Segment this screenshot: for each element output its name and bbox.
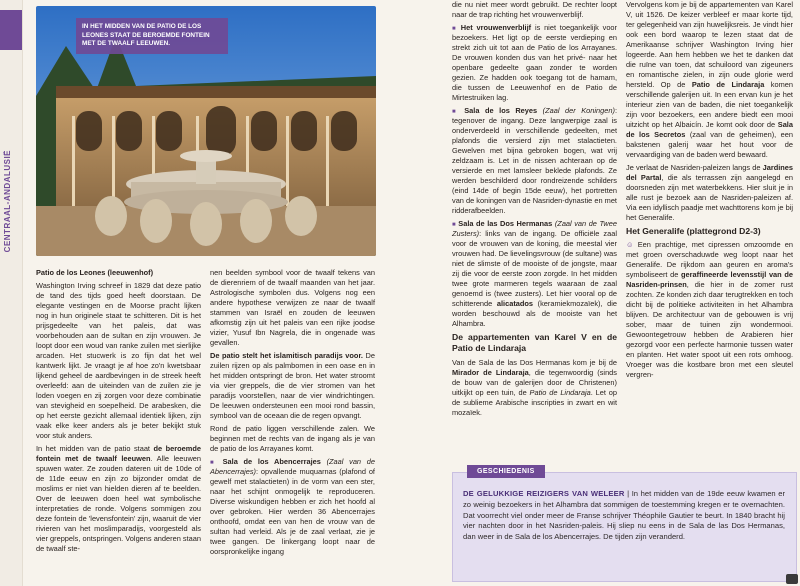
paragraph: Rond de patio liggen verschillende zalen. We beginnen met de rechts van de ingang als je van de patio de los Arrayanes komt. bbox=[210, 423, 375, 453]
column-2 bbox=[210, 268, 375, 560]
history-tag: GESCHIEDENIS bbox=[467, 465, 545, 478]
column-1 bbox=[36, 268, 201, 557]
bullet-abencerrajes: ■ Sala de los Abencerrajes (Zaal van de Abencerrajes): opvallende muquarnas (plafond of gewelf met stalactieten) in de vorm van een ster, naar het schijnt onmogelijk te reproduceren. Diverse wiskundigen hebben er zich het hoofd al over gebroken. Hier werden 36 Abencerrajes onthoofd, omdat een van hen de vrouw van de sultan had verleid. Als je de zaal verlaat, zie je twee gangen. De linkergang loopt naar de oorspronkelijke ingang bbox=[210, 457, 375, 557]
side-tab-marker bbox=[0, 10, 22, 50]
heading-patio-leones: Patio de los Leones (leeuwenhof) bbox=[36, 268, 154, 277]
heading-generalife: Het Generalife (plattegrond D2-3) bbox=[626, 225, 761, 236]
page-corner-icon bbox=[786, 574, 798, 584]
column-3 bbox=[452, 0, 617, 421]
paragraph: ☺ Een prachtige, met cipressen omzoomde en met groen overschaduwde weg loopt naar het Generalife. De rijkdom aan geuren en aroma's symboliseert de geraffineerde levensstijl van de Nasriden-prinsen, die hier in de zomer rust zochten. Ze konden zich daar terugtrekken en toch dicht bij de politieke activiteiten in het Alhambra blijven. De architectuur van de gebouwen is vrij sober, maar de tuinen zijn wondermooi. Gewoontegetrouw hebben de Arabieren hier gezorgd voor een perfecte harmonie tussen water en planten. Het water spoot uit een rots omhoog. Vroeger was die kostbare bron met een sleutel vergren- bbox=[626, 240, 793, 380]
history-box bbox=[452, 468, 797, 582]
paragraph: Vervolgens kom je bij de appartementen van Karel V, uit 1526. De keizer verbleef er maar korte tijd, ter gelegenheid van zijn huwelijksreis. Je vindt hier ook een bord waarop te lezen staat dat de Amerikaanse schrijver Washington Irving hier logeerde. Aan hem hebben we het te danken dat die ruïne van toen, dat schuiloord van zigeuners en romantische zielen, in zijn oude glorie werd hersteld. Op de Patio de Lindaraja komen verschillende galerijen uit. In een ervan kun je het interieur zien van de baden, die niet toegankelijk zijn voor bezoekers, een andere biedt een mooi uitzicht op het Albaicín. Je komt ook door de Sala de los Secretos (zaal van de geheimen), een bakstenen galerij waar het hout voor de vervaardiging van de baden werd bewaard. bbox=[626, 0, 793, 159]
history-text: DE GELUKKIGE REIZIGERS VAN WELEER | In het midden van de 19de eeuw kwamen er zo weinig bezoekers in het Alhambra dat sommigen de toestemming kregen er te overnachten. Dat voorrecht viel onder meer de Franse schrijver Théophile Gautier te beurt. In 1840 bracht hij vier nachten door in het Nasriden-paleis. Hij sliep nu eens in de Sala de las Dos Hermanas, dan weer in de Sala de los Abencerrajes. De tijden zijn veranderd. bbox=[463, 489, 785, 542]
paragraph: Washington Irving schreef in 1829 dat deze patio de tand des tijds goed heeft doorstaan. De elegante vestingen en de Moorse pracht lijken nog in hun originele staat te schitteren. Dit is het prijsgedeelte van het paleis, dat was voorbehouden aan de sultan en zijn vrouwen. Je loopt door een woud van ranke zuilen met sierlijke arcaden. Het stucwerk is zo fijn dat het wel kantwerk lijkt. Je vraagt je af hoe zo'n kwetsbaar lijkend geheel de aardbevingen in de streek heeft overleefd: aan de uiteinden van de zuilen zie je loden voegen en zij zorgen voor deze combinatie van stevigheid en soepelheid. De arabesken, die op het eerste gezicht allemaal identiek lijken, zijn vaak elke keer anders als je beter bekijkt stuk voor stuk anders. bbox=[36, 280, 201, 440]
paragraph: In het midden van de patio staat de beroemde fontein met de twaalf leeuwen. Alle leeuwen spuwen water. Ze zouden dateren uit de 10de of de 11de eeuw en zijn zo bijzonder omdat de moslims er niet van hielden dieren af te beelden. Over de leeuwen doen heel wat symbolische interpretaties de ronde. Volgens sommigen zou deze fontein de 'levensfontein' zijn, waaruit de vier rivieren van het moslimparadijs, voorgesteld als vier greppels, ontspringen. Volgens anderen staan de twaalf ste- bbox=[36, 443, 201, 553]
column-4 bbox=[626, 0, 793, 383]
heading-karel-v: De appartementen van Karel V en de Patio de Lindaraja bbox=[452, 331, 617, 354]
paragraph: De patio stelt het islamitisch paradijs voor. De zuilen rijzen op als palmbomen in een oase en in het midden ontspringt de bron. Het water stroomt via vier greppels, die de vier stromen van het paradijs voorstellen, naar de vier windrichtingen. De leeuwen ondersteunen een mooi rond bassin, symbool van de oceaan die de regen opvangt. bbox=[210, 350, 375, 420]
courtyard-photo bbox=[36, 6, 376, 256]
paragraph: Je verlaat de Nasriden-paleizen langs de Jardines del Partal, die als terrassen zijn aangelegd en doorsneden zijn met waterbekkens. Hier sluit je in alle rust je bezoek aan de Nasriden-paleizen af. Via een idyllisch paadje met wachttorens kom je bij het Generalife. bbox=[626, 162, 794, 222]
side-tab bbox=[0, 0, 23, 586]
paragraph: nen beelden symbool voor de twaalf tekens van de dierenriem of de twaalf maanden van het jaar. Astrologische symbolen dus. Volgens nog een andere hypothese verwijzen ze naar de twaalf stammen van Israël en zouden de leeuwen afkomstig zijn uit het paleis van een rijke joodse vizier, Yusuf Ibn Nagrela, die in ongenade was gevallen. bbox=[210, 268, 375, 347]
paragraph: Van de Sala de las Dos Hermanas kom je bij de Mirador de Lindaraja, die tegenwoordig (sinds de bouw van de galerijen door de Christenen) uitkijkt op een tuin, de Patio de Lindaraja. Let op de sublieme Arabische inscripties in zwart en wit mozaïek. bbox=[452, 358, 617, 417]
paragraph: die nu niet meer wordt gebruikt. De rechter loopt naar de trap richting het vrouwenverblijf. bbox=[452, 0, 617, 19]
bullet-vrouwenverblijf: ■ Het vrouwenverblijf is niet toegankelijk voor bezoekers. Het ligt op de eerste verdieping en strekt zich uit tot aan de Patio de los Arrayanes. De vrouwen konden dus van het privé- naar het openbare gedeelte gaan zonder te worden gezien. Ze hadden ook toegang tot de hamam, die tussen de Leeuwenhof en de Patio de Mirtestruiken lag. bbox=[452, 23, 617, 103]
bullet-sala-reyes: ■ Sala de los Reyes (Zaal der Koningen): tegenover de ingang. Deze langwerpige zaal is onderverdeeld in verschillende gedeelten, met plafonds die versierd zijn met stalactieten. Gewelven met bijna gebroken bogen, wat vrij zeldzaam is. Let in de nissen achteraan op de versierde en met lamsleer beklede plafonds. Ze werden beschilderd door rondreizende schilders (eind 14de of begin 15de eeuw), het portretten van de koningen van de Nasriden-dynastie en met ridderafbeelden. bbox=[452, 106, 617, 216]
side-tab-label: CENTRAAL-ANDALUSIË bbox=[3, 150, 12, 253]
bullet-dos-hermanas: ■ Sala de las Dos Hermanas (Zaal van de Twee Zusters): links van de ingang. De officiële zaal voor de vrouwen van de koning, die meestal vier vrouwen had. De lievelingsvrouw (de sultane) was niet de slimste of de mooiste of de jongste, maar zij die voor de eerste zoon zorgde. In het midden twee grote marmeren tegels waaraan de zaal genoemd is (twee zusters). Let hier vooral op de schitterende alicatados (keramiekmozaïek), die worden beschouwd als de mooiste van het Alhambra. bbox=[452, 219, 617, 329]
star-icon: ☺ bbox=[626, 240, 634, 250]
photo-caption: IN HET MIDDEN VAN DE PATIO DE LOS LEONES STAAT DE BEROEMDE FONTEIN MET DE TWAALF LEEUWEN. bbox=[76, 18, 228, 54]
